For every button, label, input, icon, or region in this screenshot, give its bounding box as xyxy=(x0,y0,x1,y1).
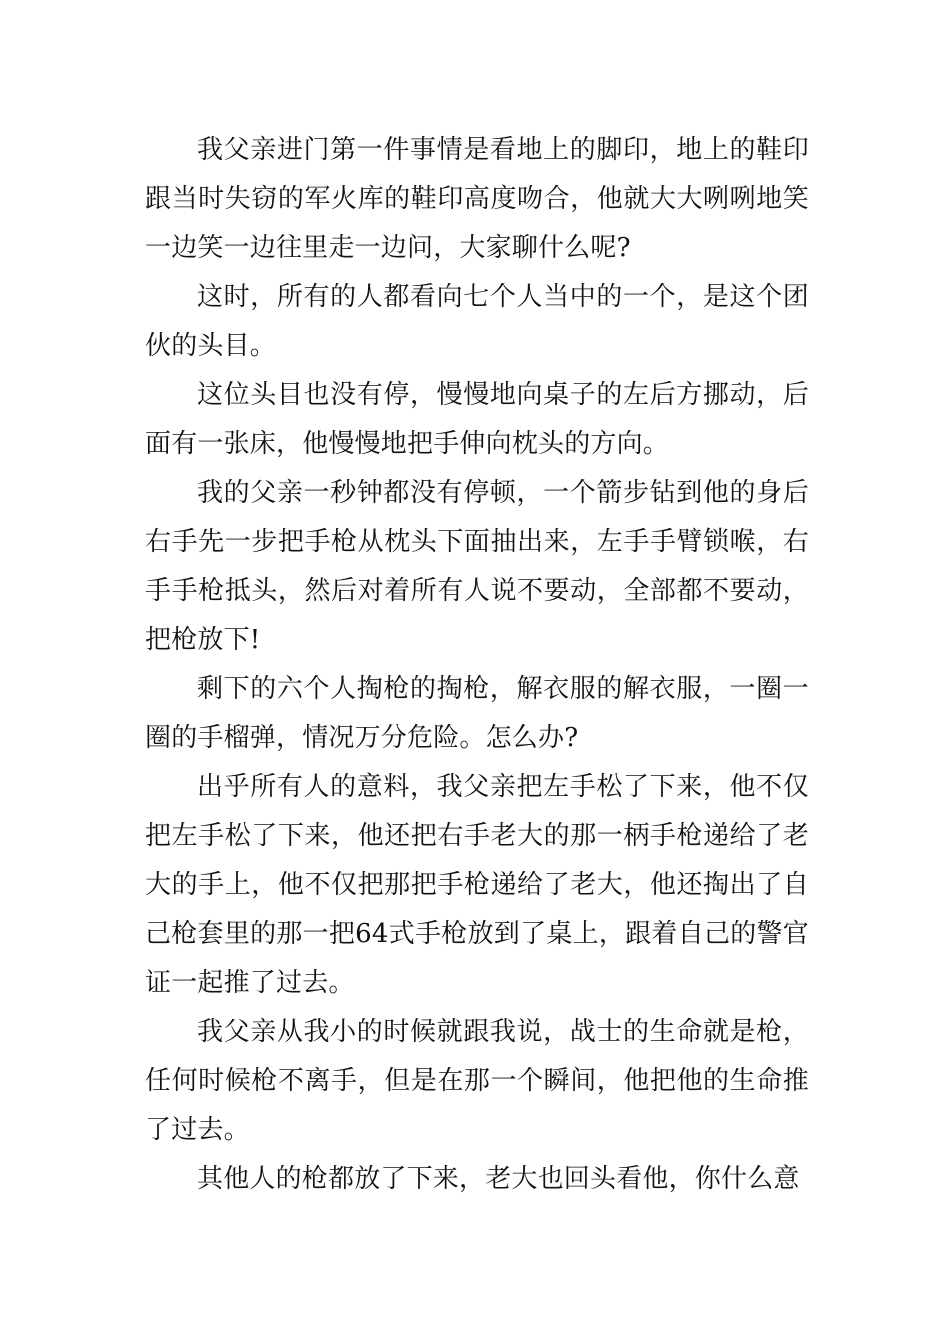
paragraph-8: 其他人的枪都放了下来，老大也回头看他，你什么意 xyxy=(197,1164,800,1194)
document-body xyxy=(145,126,809,1204)
paragraph-3: 这位头目也没有停，慢慢地向桌子的左后方挪动，后面有一张床，他慢慢地把手伸向枕头的方向。 xyxy=(145,380,809,459)
paragraph-2: 这时，所有的人都看向七个人当中的一个，是这个团伙的头目。 xyxy=(145,282,809,361)
paragraph-7: 我父亲从我小的时候就跟我说，战士的生命就是枪，任何时候枪不离手，但是在那一个瞬间，他把他的生命推了过去。 xyxy=(145,1017,809,1145)
paragraph-4: 我的父亲一秒钟都没有停顿，一个箭步钻到他的身后右手先一步把手枪从枕头下面抽出来，左手手臂锁喉，右手手枪抵头，然后对着所有人说不要动，全部都不要动，把枪放下! xyxy=(145,478,809,655)
paragraph-6: 出乎所有人的意料，我父亲把左手松了下来，他不仅把左手松了下来，他还把右手老大的那一柄手枪递给了老大的手上，他不仅把那把手枪递给了老大，他还掏出了自己枪套里的那一把64式手枪放到了桌上，跟着自己的警官证一起推了过去。 xyxy=(145,772,809,998)
paragraph-1: 我父亲进门第一件事情是看地上的脚印，地上的鞋印跟当时失窃的军火库的鞋印高度吻合，他就大大咧咧地笑一边笑一边往里走一边问，大家聊什么呢? xyxy=(145,135,809,263)
paragraph-5: 剩下的六个人掏枪的掏枪，解衣服的解衣服，一圈一圈的手榴弹，情况万分危险。怎么办? xyxy=(145,674,809,753)
